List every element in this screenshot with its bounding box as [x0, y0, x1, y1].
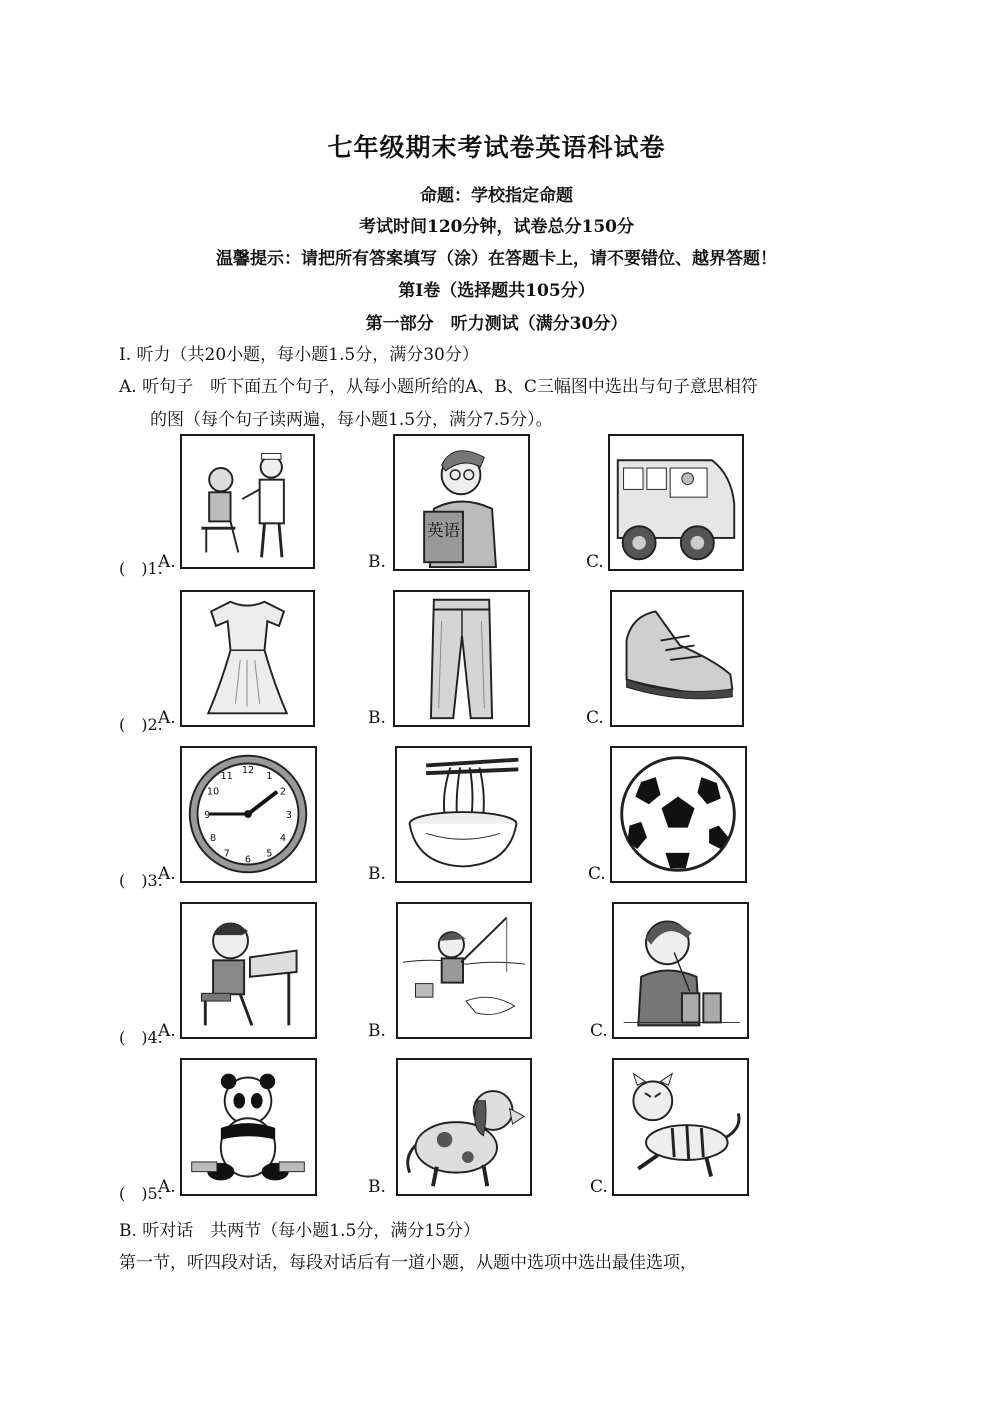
book-text: 英语: [427, 520, 461, 540]
clock-icon[interactable]: [180, 746, 317, 883]
q3-option-a-label: A.: [158, 864, 176, 884]
q4-option-a-label: A.: [158, 1021, 176, 1041]
svg-text:3: 3: [285, 809, 292, 821]
setter-line: 命题：学校指定命题: [420, 186, 573, 206]
q3-option-c-label: C.: [588, 864, 606, 884]
time-score-line: 考试时间120分钟，试卷总分150分: [359, 217, 634, 237]
sneaker-icon[interactable]: [610, 590, 744, 727]
question-5-number: ( )5.: [119, 1184, 163, 1203]
question-1-number: ( )1.: [119, 559, 163, 578]
boy-writing-icon[interactable]: [180, 902, 317, 1039]
boy-drinking-icon[interactable]: [612, 902, 749, 1039]
dog-icon[interactable]: [396, 1058, 532, 1196]
svg-text:9: 9: [204, 809, 211, 821]
noodles-icon[interactable]: [395, 746, 532, 883]
dress-icon[interactable]: [180, 590, 315, 727]
question-3-number: ( )3.: [119, 871, 163, 890]
boy-fishing-icon[interactable]: [396, 902, 532, 1039]
q1-option-c-label: C.: [586, 552, 604, 572]
svg-text:7: 7: [223, 848, 230, 860]
english-book-student-icon[interactable]: [393, 434, 530, 571]
q5-option-a-label: A.: [158, 1177, 176, 1197]
q5-option-b-label: B.: [368, 1177, 386, 1197]
part-line: 第一部分 听力测试（满分30分）: [365, 314, 628, 334]
q2-option-c-label: C.: [586, 708, 604, 728]
question-2-number: ( )2.: [119, 715, 163, 734]
q4-option-c-label: C.: [590, 1021, 608, 1041]
bus-icon[interactable]: [608, 434, 744, 571]
volume-line: 第Ⅰ卷（选择题共105分）: [398, 281, 595, 301]
q2-option-b-label: B.: [368, 708, 386, 728]
svg-text:11: 11: [220, 771, 233, 783]
tiger-icon[interactable]: [612, 1058, 749, 1196]
svg-text:2: 2: [279, 786, 287, 798]
question-4-number: ( )4.: [119, 1028, 163, 1047]
svg-text:1: 1: [266, 771, 273, 783]
panda-icon[interactable]: [180, 1058, 317, 1196]
doctor-patient-icon[interactable]: [180, 434, 315, 569]
svg-text:6: 6: [244, 854, 252, 866]
q5-option-c-label: C.: [590, 1177, 608, 1197]
svg-text:4: 4: [279, 833, 287, 845]
exam-title: 七年级期末考试卷英语科试卷: [327, 133, 666, 162]
svg-text:10: 10: [206, 786, 220, 798]
section-a-line2: 的图（每个句子读两遍，每小题1.5分，满分7.5分）。: [150, 410, 553, 430]
svg-text:5: 5: [266, 848, 273, 860]
q1-option-b-label: B.: [368, 552, 386, 572]
svg-text:12: 12: [241, 765, 255, 777]
soccer-ball-icon[interactable]: [610, 746, 747, 883]
section-b-heading: B. 听对话 共两节（每小题1.5分，满分15分）: [119, 1221, 480, 1241]
q1-option-a-label: A.: [158, 552, 176, 572]
trousers-icon[interactable]: [393, 590, 530, 727]
section-i-heading: I. 听力（共20小题，每小题1.5分，满分30分）: [119, 345, 479, 365]
q4-option-b-label: B.: [368, 1021, 386, 1041]
section-a-line1: A. 听句子 听下面五个句子，从每小题所给的A、B、C三幅图中选出与句子意思相符: [119, 377, 758, 397]
q3-option-b-label: B.: [368, 864, 386, 884]
section-b-instruction: 第一节，听四段对话，每段对话后有一道小题，从题中选项中选出最佳选项，: [119, 1253, 697, 1273]
tip-line: 温馨提示：请把所有答案填写（涂）在答题卡上，请不要错位、越界答题！: [216, 249, 777, 269]
q2-option-a-label: A.: [158, 708, 176, 728]
svg-text:8: 8: [209, 833, 217, 845]
